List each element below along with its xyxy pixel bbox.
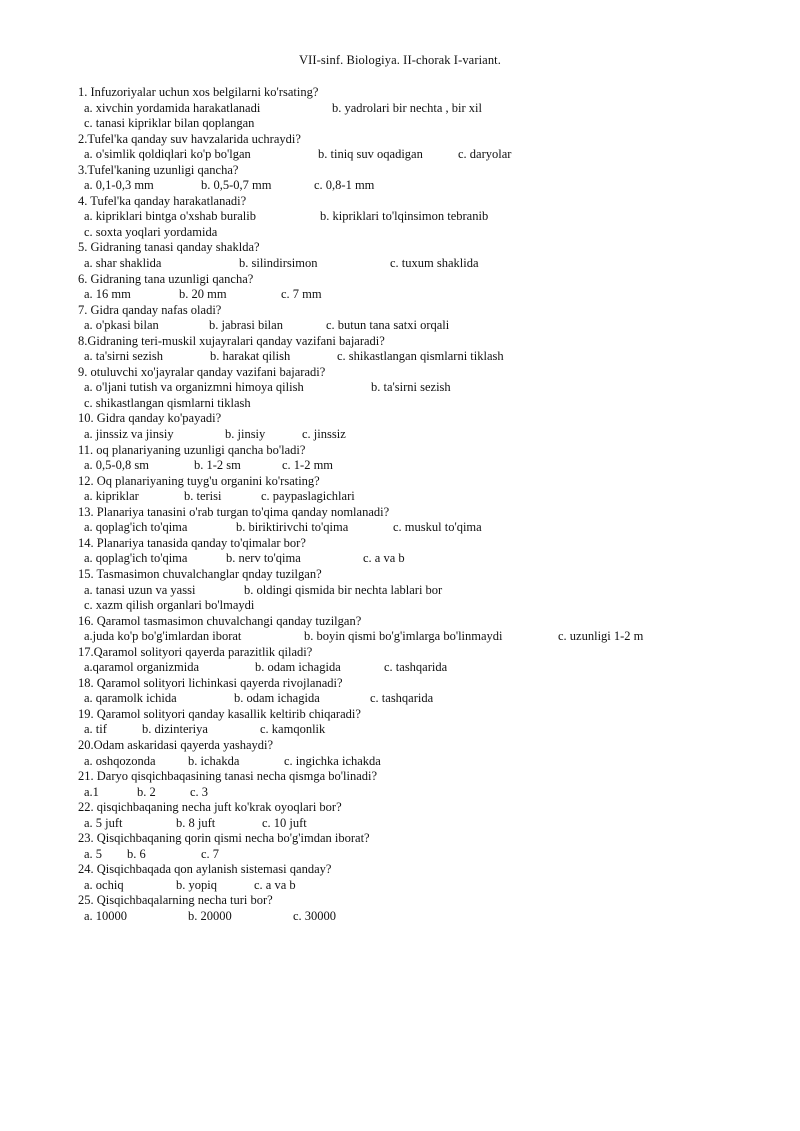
answer-options [78,816,778,832]
answer-option: b. tiniq suv oqadigan [318,147,423,162]
answer-option: a. ochiq [84,877,124,892]
answer-option: b. jabrasi bilan [209,318,283,333]
answer-option: c. soxta yoqlari yordamida [84,224,218,239]
answer-options [78,660,778,676]
answer-option: b. odam ichagida [234,691,320,706]
answer-option: c. 7 mm [281,287,322,302]
answer-option: c. xazm qilish organlari bo'lmaydi [84,598,255,613]
answer-options [78,256,778,272]
answer-options [78,551,778,567]
question-text: 14. Planariya tanasida qanday to'qimalar bor? [78,535,306,550]
answer-options [78,722,778,738]
answer-option: c. 10 juft [262,815,307,830]
answer-option: c. 0,8-1 mm [314,178,375,193]
answer-option: c. shikastlangan qismlarni tiklash [337,349,504,364]
question-text: 5. Gidraning tanasi qanday shaklda? [78,240,260,255]
answer-option: b. kipriklari to'lqinsimon tebranib [320,209,489,224]
question-text: 1. Infuzoriyalar uchun xos belgilarni ko'rsating? [78,85,319,99]
answer-option: a. tanasi uzun va yassi [84,582,196,597]
answer-option: a. o'ljani tutish va organizmni himoya qilish [84,380,304,395]
answer-option: a. qoplag'ich to'qima [84,551,188,566]
question-text: 7. Gidra qanday nafas oladi? [78,302,222,317]
question-text: 6. Gidraning tana uzunligi qancha? [78,271,254,286]
answer-option: b. 0,5-0,7 mm [201,178,272,193]
answer-option: c. shikastlangan qismlarni tiklash [84,395,251,410]
answer-option: c. muskul to'qima [393,520,482,535]
answer-option: c. jinssiz [302,427,346,442]
answer-option: a. shar shaklida [84,256,162,271]
answer-option: a. 5 juft [84,815,123,830]
answer-option: b. ta'sirni sezish [371,380,451,395]
question-text: 20.Odam askaridasi qayerda yashaydi? [78,737,274,752]
answer-options [78,116,778,132]
answer-option: a. 5 [84,846,103,861]
answer-option: a. qaramolk ichida [84,691,177,706]
question-text: 3.Tufel'kaning uzunligi qancha? [78,162,239,177]
answer-options [78,909,778,925]
answer-option: c. 1-2 mm [282,458,334,473]
answer-option: a.qaramol organizmida [84,660,200,675]
answer-options [78,380,778,396]
question-text: 17.Qaramol solityori qayerda parazitlik qiladi? [78,644,313,659]
answer-option: b. 20000 [188,908,232,923]
answer-option: c. ingichka ichakda [284,753,381,768]
question-text: 22. qisqichbaqaning necha juft ko'krak oyoqlari bor? [78,800,342,815]
answer-option: a. kipriklar [84,489,139,504]
answer-options [78,458,778,474]
answer-option: a. ta'sirni sezish [84,349,163,364]
question-text: 10. Gidra qanday ko'payadi? [78,411,222,426]
answer-option: b. odam ichagida [255,660,341,675]
answer-options [78,847,778,863]
answer-options [78,318,778,334]
question-list [78,85,778,925]
answer-option: c. kamqonlik [260,722,326,737]
answer-options [78,287,778,303]
question-text: 15. Tasmasimon chuvalchanglar qnday tuzilgan? [78,566,322,581]
answer-option: b. 8 juft [176,815,216,830]
question-text: 21. Daryo qisqichbaqasining tanasi necha qismga bo'linadi? [78,769,378,784]
answer-option: a. 0,5-0,8 sm [84,458,149,473]
question-text: 23. Qisqichbaqaning qorin qismi necha bo'g'imdan iborat? [78,831,370,846]
question-text: 13. Planariya tanasini o'rab turgan to'qima qanday nomlanadi? [78,504,390,519]
answer-option: b. yopiq [176,877,217,892]
answer-options [78,691,778,707]
answer-option: b. nerv to'qima [226,551,301,566]
question-text: 24. Qisqichbaqada qon aylanish sistemasi qanday? [78,862,332,877]
answer-option: c. 7 [201,846,220,861]
answer-option: b. 2 [137,784,156,799]
answer-option: c. tashqarida [370,691,434,706]
question-text: 25. Qisqichbaqalarning necha turi bor? [78,893,273,908]
question-text: 18. Qaramol solityori lichinkasi qayerda rivojlanadi? [78,675,343,690]
answer-option: b. ichakda [188,753,240,768]
answer-options [78,629,778,645]
answer-option: a. jinssiz va jinsiy [84,427,174,442]
answer-option: c. tanasi kipriklar bilan qoplangan [84,116,255,131]
question-text: 8.Gidraning teri-muskil xujayralari qanday vazifani bajaradi? [78,333,385,348]
answer-option: c. daryolar [458,147,512,162]
answer-option: a. qoplag'ich to'qima [84,520,188,535]
question-text: 12. Oq planariyaning tuyg'u organini ko'rsating? [78,473,320,488]
answer-option: c. tashqarida [384,660,448,675]
answer-option: b. 6 [127,846,146,861]
answer-options [78,225,778,241]
answer-options [78,598,778,614]
answer-option: a. oshqozonda [84,753,156,768]
question-text: 4. Tufel'ka qanday harakatlanadi? [78,193,247,208]
answer-option: b. biriktirivchi to'qima [236,520,349,535]
question-text: 19. Qaramol solityori qanday kasallik keltirib chiqaradi? [78,706,361,721]
answer-option: a. tif [84,722,107,737]
answer-options [78,583,778,599]
answer-option: c. a va b [363,551,405,566]
answer-option: c. tuxum shaklida [390,256,479,271]
answer-option: a.juda ko'p bo'g'imlardan iborat [84,629,242,644]
answer-option: b. harakat qilish [210,349,291,364]
answer-option: b. terisi [184,489,222,504]
answer-options [78,349,778,365]
answer-options [78,101,778,117]
answer-options [78,147,778,163]
answer-option: b. jinsiy [225,427,266,442]
question-text: 9. otuluvchi xo'jayralar qanday vazifani bajaradi? [78,364,326,379]
answer-options [78,489,778,505]
answer-options [78,396,778,412]
answer-option: a. 16 mm [84,287,131,302]
answer-option: c. a va b [254,877,296,892]
answer-options [78,427,778,443]
answer-option: a. 0,1-0,3 mm [84,178,154,193]
answer-options [78,520,778,536]
answer-option: c. 30000 [293,908,337,923]
question-text: 2.Tufel'ka qanday suv havzalarida uchraydi? [78,131,301,146]
answer-option: a. o'simlik qoldiqlari ko'p bo'lgan [84,147,251,162]
answer-option: a. 10000 [84,908,128,923]
answer-option: a.1 [84,784,99,799]
question-text: 11. oq planariyaning uzunligi qancha bo'ladi? [78,442,306,457]
question-text: 16. Qaramol tasmasimon chuvalchangi qanday tuzilgan? [78,613,362,628]
answer-option: b. 1-2 sm [194,458,241,473]
page-title: VII-sinf. Biologiya. II-chorak I-variant. [299,53,501,67]
answer-option: c. uzunligi 1-2 m [558,629,644,644]
answer-options [78,209,778,225]
answer-option: b. dizinteriya [142,722,208,737]
answer-option: b. boyin qismi bo'g'imlarga bo'linmaydi [304,629,503,644]
answer-option: c. paypaslagichlari [261,489,355,504]
answer-option: b. yadrolari bir nechta , bir xil [332,100,482,115]
answer-option: a. kipriklari bintga o'xshab buralib [84,209,257,224]
answer-option: c. 3 [190,784,209,799]
answer-option: c. butun tana satxi orqali [326,318,450,333]
answer-options [78,785,778,801]
answer-option: b. silindirsimon [239,256,318,271]
answer-options [78,878,778,894]
answer-options [78,754,778,770]
answer-option: b. oldingi qismida bir nechta lablari bor [244,582,443,597]
answer-option: a. o'pkasi bilan [84,318,159,333]
answer-options [78,178,778,194]
answer-option: a. xivchin yordamida harakatlanadi [84,100,261,115]
answer-option: b. 20 mm [179,287,227,302]
